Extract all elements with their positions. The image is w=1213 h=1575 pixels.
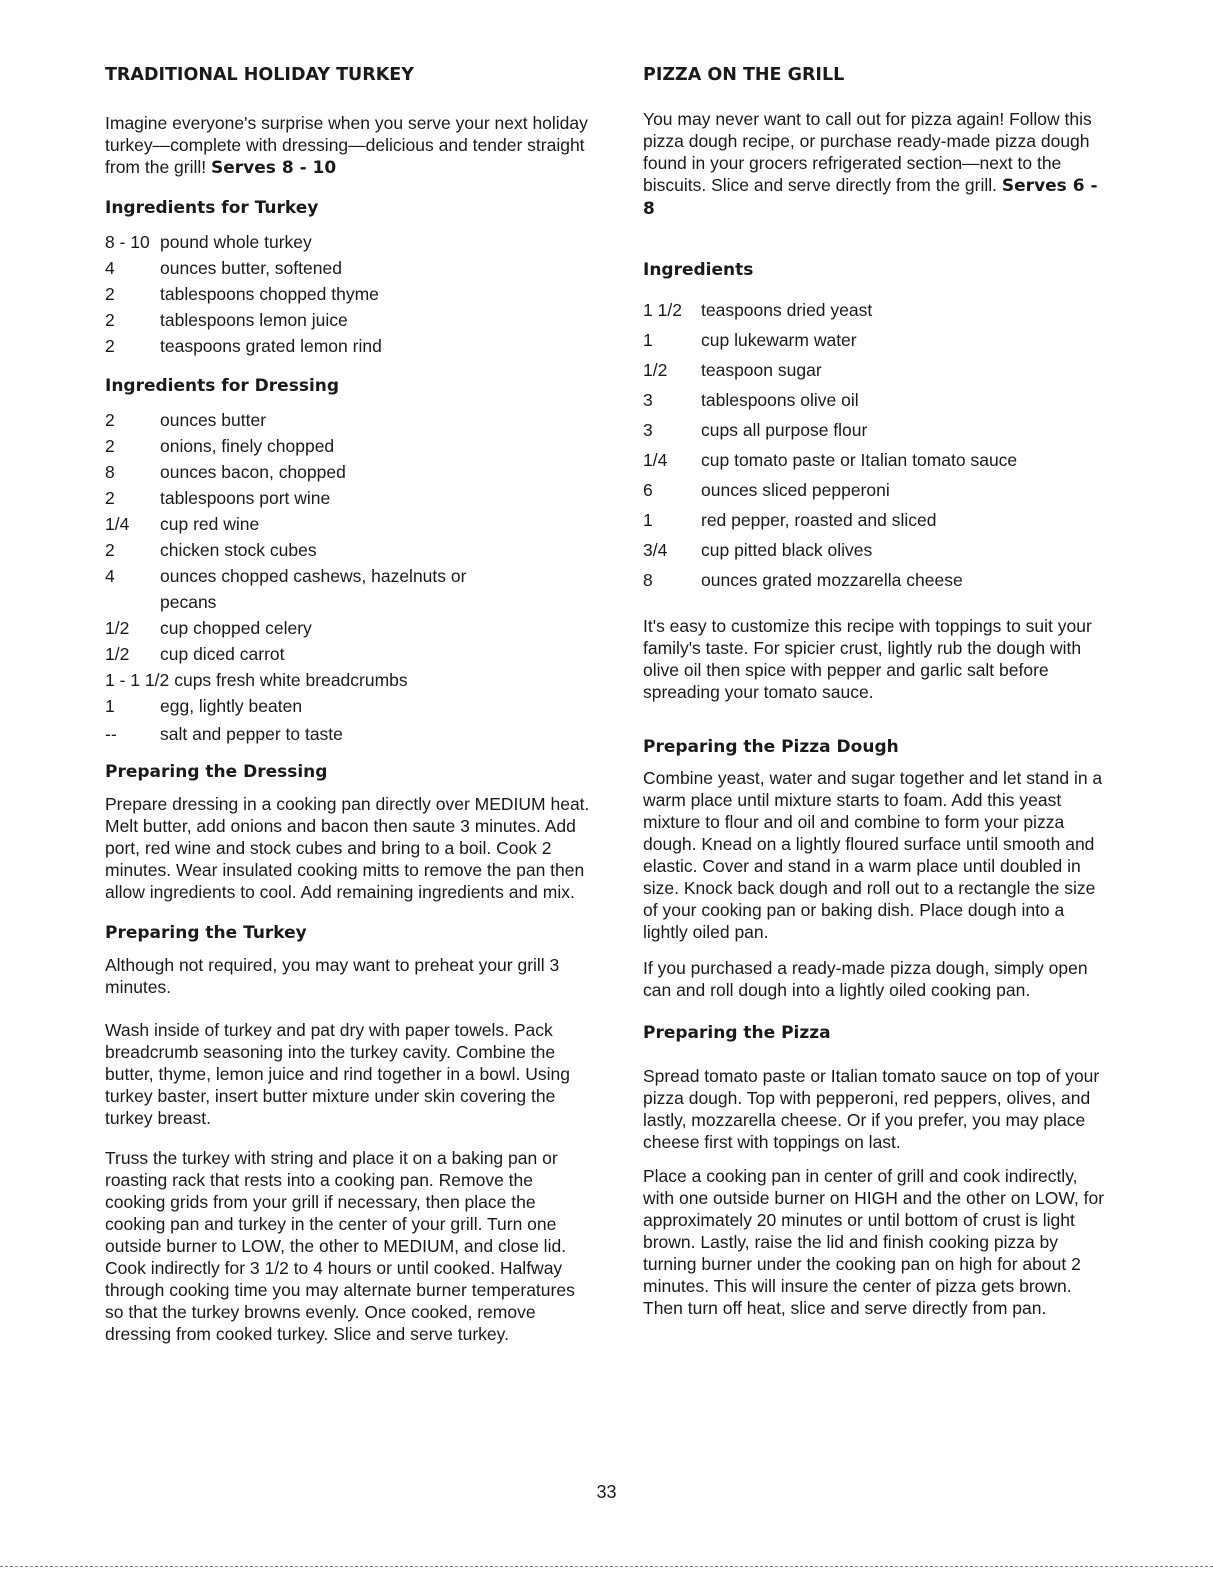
ingredient-row <box>105 307 590 333</box>
ingredient-qty: 3/4 <box>643 540 668 560</box>
ingredient-item: ounces chopped cashews, hazelnuts or pecans <box>160 566 467 612</box>
ingredient-item: ounces butter, softened <box>160 258 342 278</box>
ingredient-qty: 2 <box>105 336 115 356</box>
ingredient-qty: 3 <box>643 390 653 410</box>
prep-turkey-paragraph: Truss the turkey with string and place it on a baking pan or roasting rack that rests into a cooking pan. Remove the cooking grids from your grill if necessary, then place the cooking pan and turkey in the center of your grill. Turn one outside burner to LOW, the other to MEDIUM, and close lid. Cook indirectly for 3 1/2 to 4 hours or until cooked. Halfway through cooking time you may alternate burner temperatures so that the turkey browns evenly. Once cooked, remove dressing from cooked turkey. Slice and serve turkey. <box>105 1148 575 1344</box>
ingredient-qty: 1/2 <box>105 644 130 664</box>
ingredient-row <box>105 255 590 281</box>
ingredient-item: tablespoons chopped thyme <box>160 284 379 304</box>
ingredient-qty: 2 <box>105 436 115 456</box>
pizza-recipe-column <box>643 64 1113 1319</box>
ingredient-qty: 6 <box>643 480 653 500</box>
ingredient-item: red pepper, roasted and sliced <box>701 510 937 530</box>
pizza-ingredients-heading: Ingredients <box>643 260 754 280</box>
ingredient-row <box>643 415 1113 445</box>
ingredient-row <box>643 445 1113 475</box>
ingredient-row <box>643 475 1113 505</box>
ingredient-qty: 8 <box>105 462 115 482</box>
prep-pizza-paragraph: Place a cooking pan in center of grill and cook indirectly, with one outside burner on HIGH and the other on LOW, for approximately 20 minutes or until bottom of crust is light brown. Lastly, raise the lid and finish cooking pizza by turning burner under the cooking pan on high for about 2 minutes. This will insure the center of pizza gets brown. Then turn off heat, slice and serve directly from pan. <box>643 1166 1105 1318</box>
ingredient-qty: 1/4 <box>105 514 130 534</box>
ingredient-item: teaspoons grated lemon rind <box>160 336 382 356</box>
ingredient-qty: 2 <box>105 284 115 304</box>
prep-dough-heading: Preparing the Pizza Dough <box>643 737 899 757</box>
prep-dough-paragraph: If you purchased a ready-made pizza dough, simply open can and roll dough into a lightly oiled cooking pan. <box>643 958 1088 1000</box>
ingredient-row <box>105 719 590 749</box>
ingredient-item: cups fresh white breadcrumbs <box>174 670 408 690</box>
ingredient-qty: 4 <box>105 566 115 586</box>
ingredient-item: cup tomato paste or Italian tomato sauce <box>701 450 1018 470</box>
ingredient-row <box>105 693 590 719</box>
prep-turkey-heading: Preparing the Turkey <box>105 923 307 943</box>
pizza-recipe-title: PIZZA ON THE GRILL <box>643 65 845 85</box>
prep-dressing-text: Prepare dressing in a cooking pan directly over MEDIUM heat. Melt butter, add onions and bacon then saute 3 minutes. Add port, red wine and stock cubes and bring to a boil. Cook 2 minutes. Wear insulated cooking mitts to remove the pan then allow ingredients to cool. Add remaining ingredients and mix. <box>105 794 590 902</box>
ingredient-qty: 1/2 <box>643 360 668 380</box>
ingredient-item: pound whole turkey <box>160 232 312 252</box>
ingredient-qty: 1 1/2 <box>643 300 682 320</box>
dressing-ingredient-list <box>105 407 590 749</box>
turkey-ingredient-list <box>105 229 590 359</box>
ingredient-item: cup pitted black olives <box>701 540 873 560</box>
ingredient-item: cup diced carrot <box>160 644 285 664</box>
ingredient-row <box>643 295 1113 325</box>
turkey-recipe-title: TRADITIONAL HOLIDAY TURKEY <box>105 65 414 85</box>
ingredient-row <box>105 511 590 537</box>
ingredient-item: tablespoons olive oil <box>701 390 859 410</box>
ingredient-row <box>105 281 590 307</box>
pizza-serves: Serves 6 - 8 <box>643 176 1098 219</box>
ingredient-qty: 2 <box>105 310 115 330</box>
turkey-ingredients-heading: Ingredients for Turkey <box>105 198 319 218</box>
pizza-intro <box>643 108 1113 220</box>
prep-pizza-heading: Preparing the Pizza <box>643 1023 831 1043</box>
pizza-ingredient-list <box>643 295 1113 595</box>
ingredient-item: cups all purpose flour <box>701 420 868 440</box>
customize-paragraph: It's easy to customize this recipe with toppings to suit your family's taste. For spicier crust, lightly rub the dough with olive oil then spice with pepper and garlic salt before spreading your tomato sauce. <box>643 616 1092 702</box>
page-bottom-divider <box>0 1566 1213 1567</box>
ingredient-item: ounces grated mozzarella cheese <box>701 570 963 590</box>
prep-dough-paragraph: Combine yeast, water and sugar together and let stand in a warm place until mixture starts to foam. Add this yeast mixture to flour and oil and combine to form your pizza dough. Knead on a lightly floured surface until smooth and elastic. Cover and stand in a warm place until doubled in size. Knock back dough and roll out to a rectangle the size of your cooking pan or baking dish. Place dough into a lightly oiled pan. <box>643 768 1103 942</box>
ingredient-qty: 1/2 <box>105 618 130 638</box>
ingredient-item: cup chopped celery <box>160 618 312 638</box>
ingredient-qty: 2 <box>105 488 115 508</box>
prep-dressing-heading: Preparing the Dressing <box>105 762 328 782</box>
ingredient-row <box>105 433 590 459</box>
turkey-intro <box>105 112 590 179</box>
ingredient-row <box>105 229 590 255</box>
ingredient-item: ounces sliced pepperoni <box>701 480 890 500</box>
ingredient-qty: 2 <box>105 410 115 430</box>
ingredient-qty: 1 <box>643 330 653 350</box>
ingredient-row <box>105 333 590 359</box>
turkey-recipe-column <box>105 64 590 1345</box>
ingredient-row <box>643 535 1113 565</box>
ingredient-qty: 8 - 10 <box>105 232 150 252</box>
ingredient-row <box>105 537 590 563</box>
ingredient-row <box>643 325 1113 355</box>
turkey-intro-text: Imagine everyone's surprise when you serve your next holiday turkey—complete with dressing—delicious and tender straight from the grill! <box>105 113 588 177</box>
ingredient-row <box>105 641 590 667</box>
ingredient-item: chicken stock cubes <box>160 540 317 560</box>
ingredient-item: ounces bacon, chopped <box>160 462 346 482</box>
ingredient-row <box>643 385 1113 415</box>
ingredient-item: egg, lightly beaten <box>160 696 303 716</box>
ingredient-item: cup lukewarm water <box>701 330 857 350</box>
pizza-intro-text: You may never want to call out for pizza again! Follow this pizza dough recipe, or purchase ready-made pizza dough found in your grocers refrigerated section—next to the biscuits. Slice and serve directly from the grill. <box>643 109 1092 195</box>
page-number: 33 <box>596 1482 617 1502</box>
ingredient-qty: 3 <box>643 420 653 440</box>
ingredient-item: tablespoons port wine <box>160 488 331 508</box>
ingredient-qty: 1/4 <box>643 450 668 470</box>
ingredient-row <box>643 565 1113 595</box>
ingredient-row <box>105 667 590 693</box>
ingredient-item: tablespoons lemon juice <box>160 310 348 330</box>
ingredient-row <box>105 563 590 615</box>
ingredient-item: ounces butter <box>160 410 267 430</box>
ingredient-qty: 1 - 1 1/2 <box>105 670 170 690</box>
ingredient-qty: 8 <box>643 570 653 590</box>
prep-turkey-paragraph: Although not required, you may want to preheat your grill 3 minutes. <box>105 955 560 997</box>
dressing-ingredients-heading: Ingredients for Dressing <box>105 376 340 396</box>
ingredient-row <box>105 485 590 511</box>
ingredient-item: onions, finely chopped <box>160 436 335 456</box>
ingredient-row <box>643 355 1113 385</box>
ingredient-item: teaspoons dried yeast <box>701 300 873 320</box>
ingredient-row <box>105 407 590 433</box>
ingredient-item: cup red wine <box>160 514 260 534</box>
ingredient-item: salt and pepper to taste <box>160 724 343 744</box>
ingredient-row <box>105 459 590 485</box>
ingredient-qty: 4 <box>105 258 115 278</box>
turkey-serves: Serves 8 - 10 <box>211 158 337 178</box>
ingredient-qty: 2 <box>105 540 115 560</box>
ingredient-row <box>105 615 590 641</box>
ingredient-qty: -- <box>105 724 117 744</box>
ingredient-item: teaspoon sugar <box>701 360 822 380</box>
prep-turkey-paragraph: Wash inside of turkey and pat dry with paper towels. Pack breadcrumb seasoning into the turkey cavity. Combine the butter, thyme, lemon juice and rind together in a bowl. Using turkey baster, insert butter mixture under skin covering the turkey breast. <box>105 1020 570 1128</box>
ingredient-qty: 1 <box>105 696 115 716</box>
ingredient-qty: 1 <box>643 510 653 530</box>
prep-pizza-paragraph: Spread tomato paste or Italian tomato sauce on top of your pizza dough. Top with pepperoni, red peppers, olives, and lastly, mozzarella cheese. Or if you prefer, you may place cheese first with toppings on last. <box>643 1066 1100 1152</box>
ingredient-row <box>643 505 1113 535</box>
